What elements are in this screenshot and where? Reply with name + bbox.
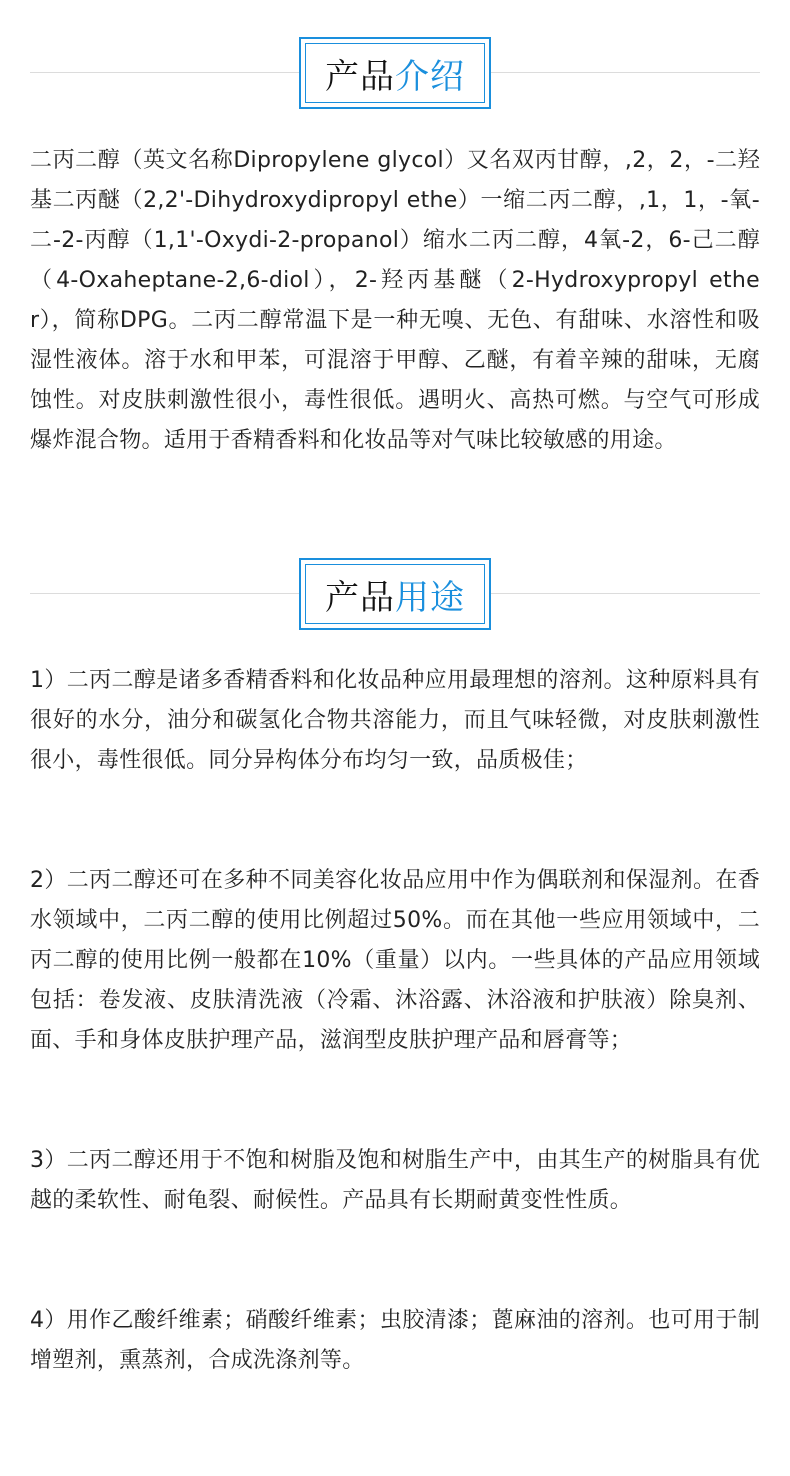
section-header-intro [0,37,790,109]
section-title [305,564,485,624]
divider-left [30,72,300,73]
uses-paragraph-3: 3）二丙二醇还用于不饱和树脂及饱和树脂生产中，由其生产的树脂具有优越的柔软性、耐龟裂、耐候性。产品具有长期耐黄变性性质。 [30,1148,760,1213]
uses-paragraph-2: 2）二丙二醇还可在多种不同美容化妆品应用中作为偶联剂和保湿剂。在香水领域中，二丙二醇的使用比例超过50%。而在其他一些应用领域中，二丙二醇的使用比例一般都在10%（重量）以内。一些具体的产品应用领域包括：卷发液、皮肤清洗液（冷霜、沐浴露、沐浴液和护肤液）除臭剂、面、手和身体皮肤护理产品，滋润型皮肤护理产品和唇膏等； [30,868,760,1053]
divider-right [490,72,760,73]
divider-right [490,593,760,594]
section-title-box [299,37,491,109]
intro-paragraph: 二丙二醇（英文名称Dipropylene glycol）又名双丙甘醇，,2，2，-二羟基二丙醚（2,2'-Dihydroxydipropyl ethe）一缩二丙二醇，,1，1，-氧-二-2-丙醇（1,1'-Oxydi-2-propanol）缩水二丙二醇，4氧-2，6-己二醇（4-Oxaheptane-2,6-diol），2-羟丙基醚（2-Hydroxypropyl ether），简称DPG。二丙二醇常温下是一种无嗅、无色、有甜味、水溶性和吸湿性液体。溶于水和甲苯，可混溶于甲醇、乙醚，有着辛辣的甜味，无腐蚀性。对皮肤刺激性很小，毒性很低。遇明火、高热可燃。与空气可形成爆炸混合物。适用于香精香料和化妆品等对气味比较敏感的用途。 [30,148,760,453]
divider-left [30,593,300,594]
uses-paragraph-4: 4）用作乙酸纤维素；硝酸纤维素；虫胶清漆；蓖麻油的溶剂。也可用于制增塑剂，熏蒸剂，合成洗涤剂等。 [30,1308,760,1373]
section-title-plain: 产品 [325,56,395,97]
section-title-accent: 介绍 [395,56,465,97]
section-title [305,43,485,103]
section-title-box [299,558,491,630]
uses-paragraph-1: 1）二丙二醇是诸多香精香料和化妆品种应用最理想的溶剂。这种原料具有很好的水分，油分和碳氢化合物共溶能力，而且气味轻微，对皮肤刺激性很小，毒性很低。同分异构体分布均匀一致，品质极佳； [30,668,760,773]
section-title-accent: 用途 [395,577,465,618]
section-header-uses [0,558,790,630]
section-title-plain: 产品 [325,577,395,618]
